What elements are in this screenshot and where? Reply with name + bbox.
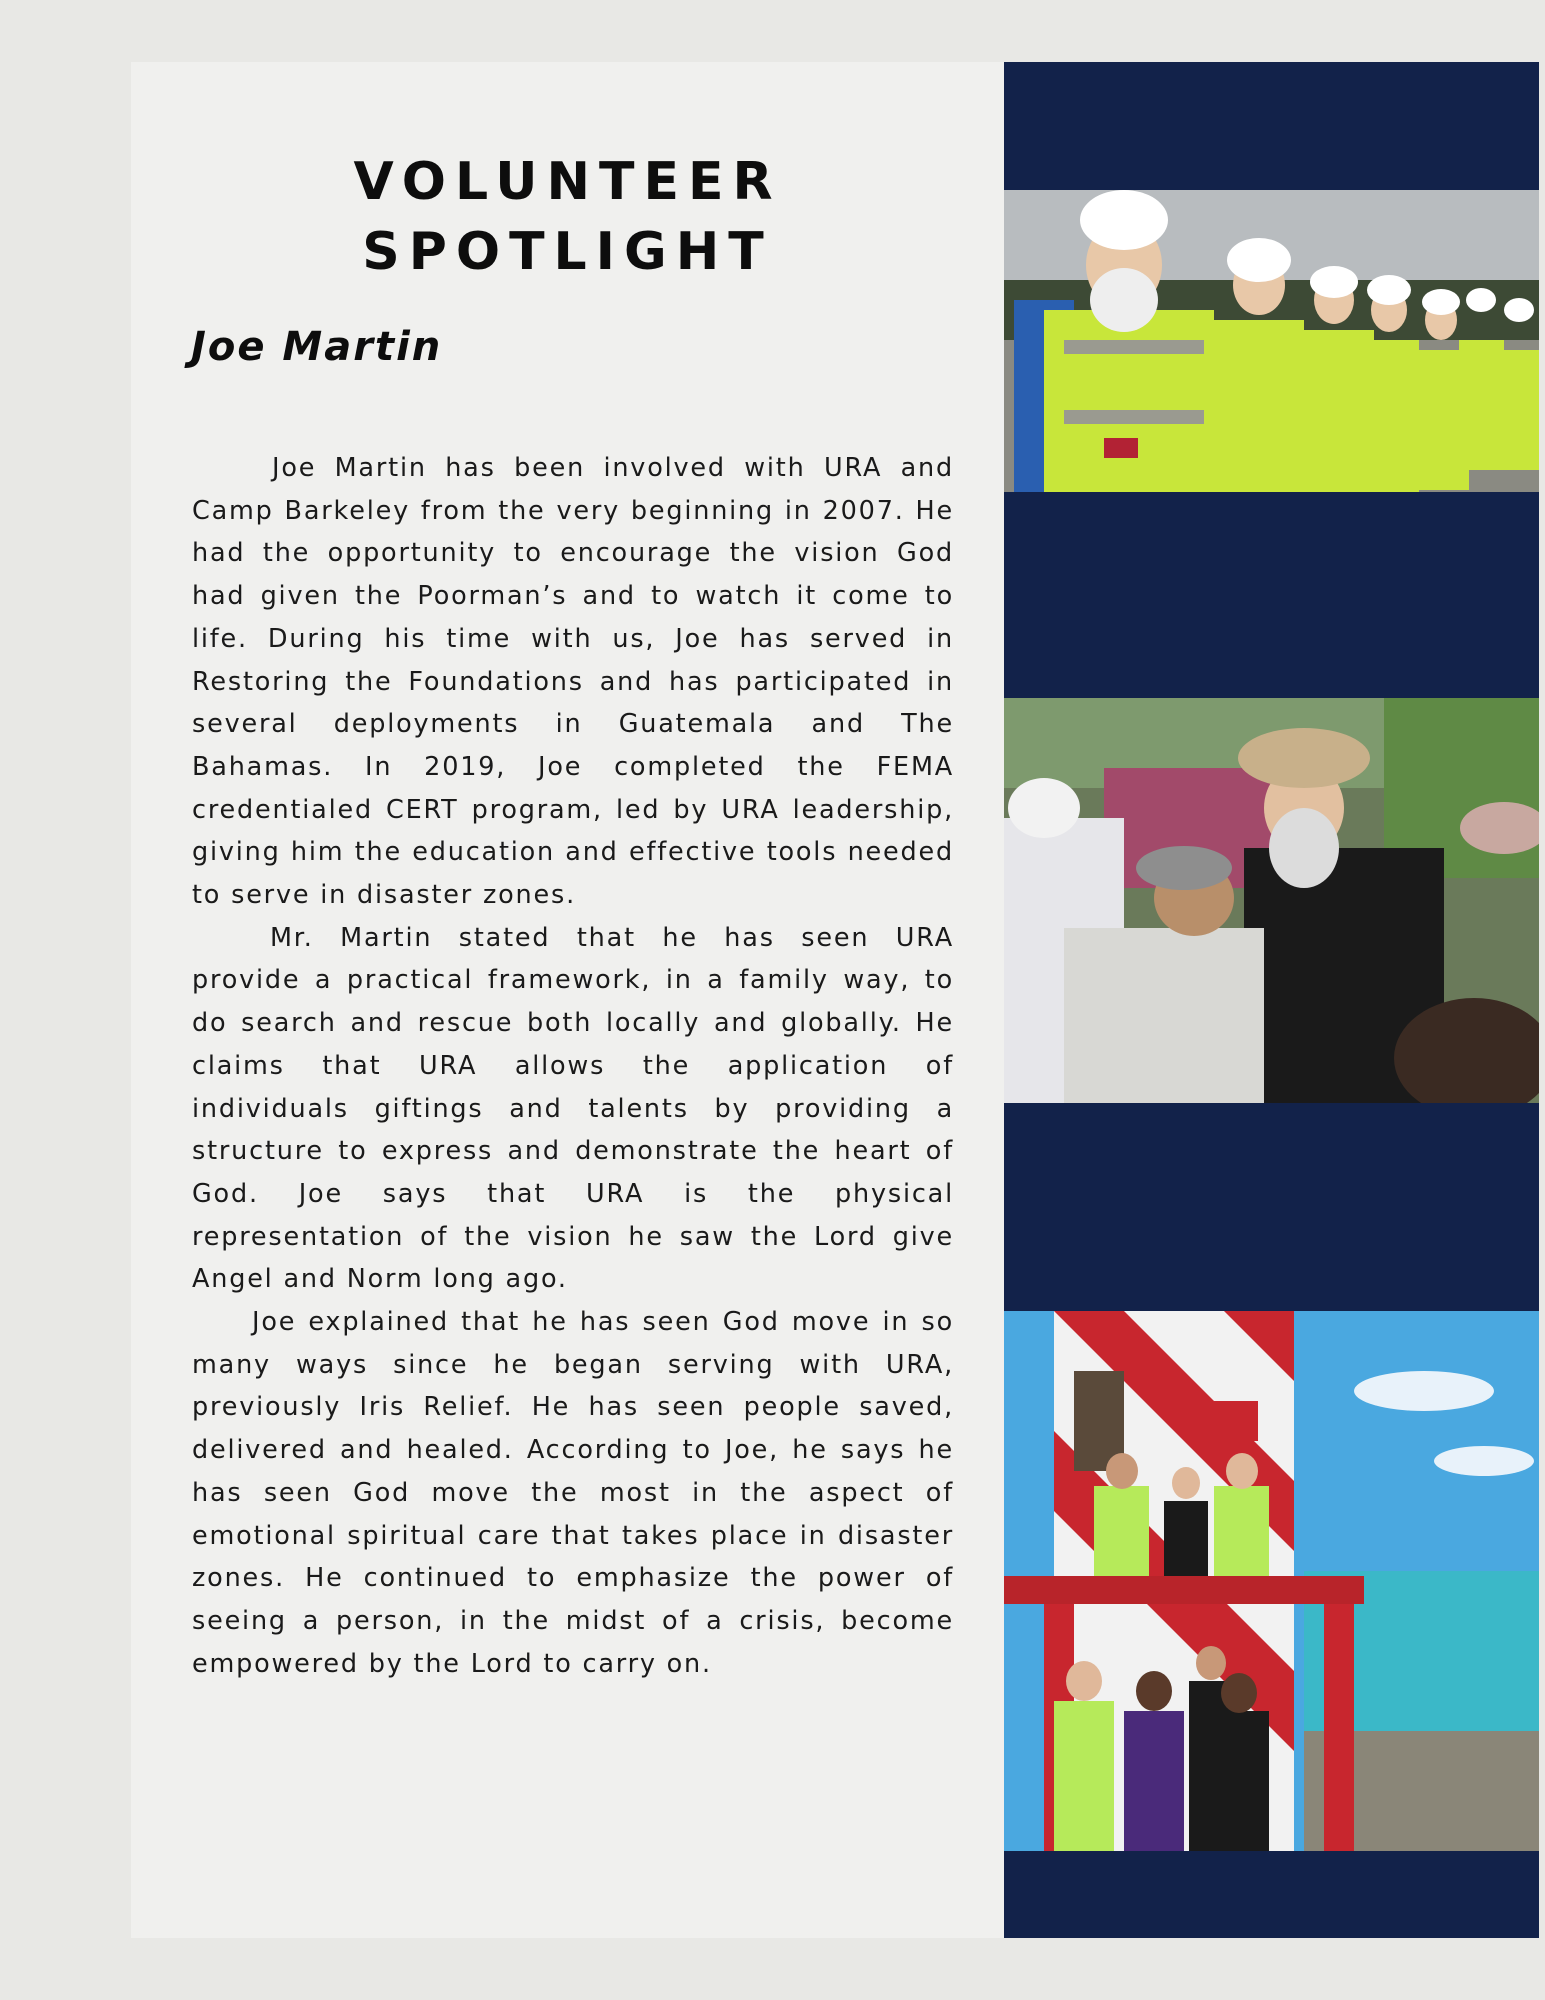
volunteer-name: Joe Martin [191, 324, 443, 370]
article-paragraph-1: Joe Martin has been involved with URA and Camp Barkeley from the very beginning in 2007. He had the opportunity to encourage the vision God had given the Poorman’s and to watch it come to life. During his time with us, Joe has served in Restoring the Foundations and has participated in several deployments in Guatemala and The Bahamas. In 2019, Joe completed the FEMA credentialed CERT program, led by URA leadership, giving him the education and effective tools needed to serve in disaster zones. [192, 453, 954, 911]
text-panel [131, 62, 1004, 1938]
photo-guatemala-crowd [1004, 698, 1539, 1103]
title-line-1: VOLUNTEER [353, 151, 782, 212]
newsletter-page [131, 62, 1539, 1938]
article-paragraph-3: Joe explained that he has seen God move in so many ways since he began serving with URA, previously Iris Relief. He has seen people saved, delivered and healed. According to Joe, he says he has seen God move the most in the aspect of emotional spiritual care that takes place in disaster zones. He continued to emphasize the power of seeing a person, in the midst of a crisis, become empowered by the Lord to carry on. [192, 1307, 954, 1679]
article-body [192, 447, 954, 1685]
title-line-2: SPOTLIGHT [362, 221, 773, 282]
article-paragraph-2: Mr. Martin stated that he has seen URA provide a practical framework, in a family way, to do search and rescue both locally and globally. He claims that URA allows the application of individuals giftings and talents by providing a structure to express and demonstrate the heart of God. Joe says that URA is the physical representation of the vision he saw the Lord give Angel and Norm long ago. [192, 922, 954, 1295]
photo-lighthouse-team [1004, 1311, 1539, 1851]
page-title [131, 147, 1004, 287]
photo-volunteers-hardhats [1004, 190, 1539, 492]
photo-sidebar [1004, 62, 1539, 1938]
